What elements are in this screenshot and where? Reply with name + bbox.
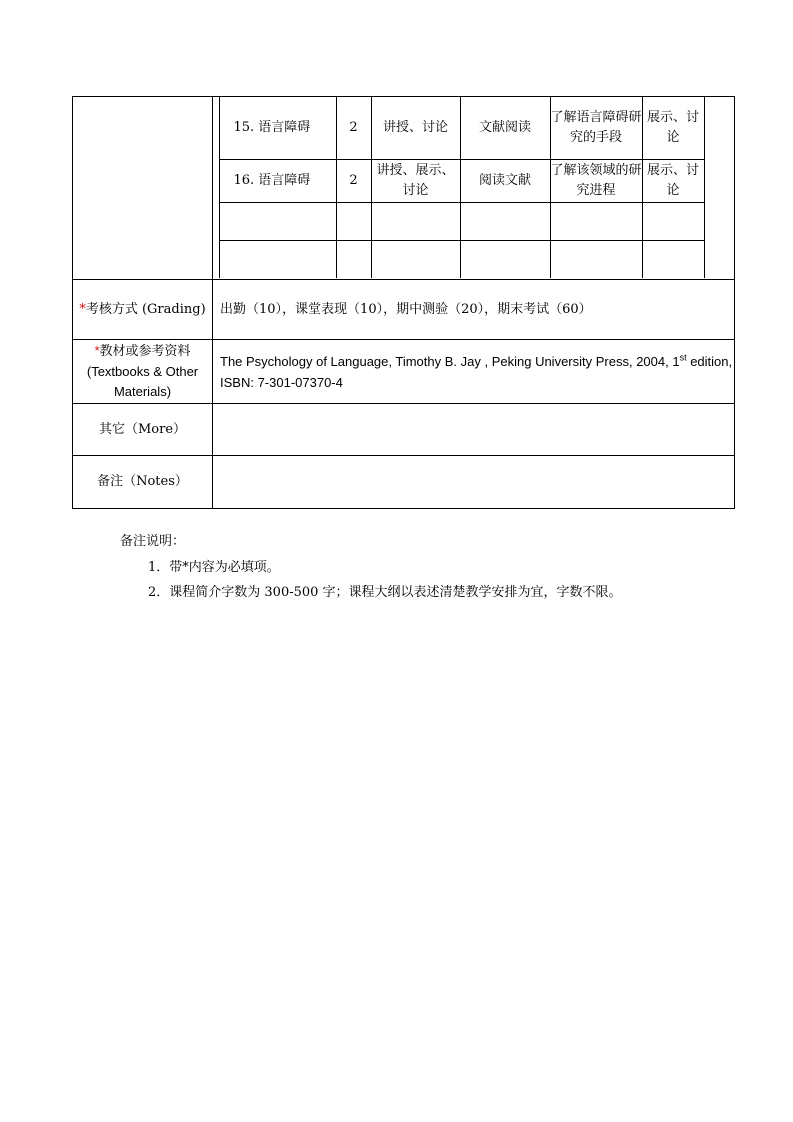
more-content <box>213 404 735 456</box>
topic-cell: 16. 语言障碍 <box>219 159 336 202</box>
textbook-edition: edition, <box>686 353 733 369</box>
method-cell <box>371 240 460 278</box>
textbooks-row <box>73 340 735 404</box>
activity-cell: 阅读文献 <box>460 159 550 202</box>
goal-cell <box>550 240 642 278</box>
topic-cell <box>219 202 336 240</box>
textbook-edition-sup: st <box>679 352 687 363</box>
notes-row <box>73 456 735 509</box>
assess-cell: 展示、讨论 <box>642 159 704 202</box>
more-label: 其它（More） <box>73 404 213 456</box>
textbooks-content <box>213 340 735 404</box>
footnotes-heading: 备注说明： <box>120 534 186 549</box>
textbook-citation: The Psychology of Language, Timothy B. Jay , Peking University Press, 2004, 1 <box>220 353 680 369</box>
schedule-table <box>213 97 734 278</box>
course-info-table <box>72 96 735 509</box>
required-star: * <box>94 343 100 358</box>
textbooks-label-en: (Textbooks & Other Materials) <box>86 364 199 399</box>
activity-cell <box>460 240 550 278</box>
grading-label <box>73 280 213 340</box>
table-row <box>213 202 734 240</box>
activity-cell <box>460 202 550 240</box>
table-row <box>213 159 734 202</box>
assess-cell <box>642 202 704 240</box>
activity-cell: 文献阅读 <box>460 97 550 159</box>
hours-cell: 2 <box>336 159 371 202</box>
topic-cell: 15. 语言障碍 <box>219 97 336 159</box>
textbooks-label <box>73 340 213 404</box>
footnote-item: 2．课程简介字数为 300-500 字；课程大纲以表述清楚教学安排为宜，字数不限。 <box>148 585 622 600</box>
grading-content: 出勤（10），课堂表现（10），期中测验（20），期末考试（60） <box>213 280 735 340</box>
goal-cell: 了解语言障碍研究的手段 <box>550 97 642 159</box>
assess-cell <box>642 240 704 278</box>
goal-cell: 了解该领域的研究进程 <box>550 159 642 202</box>
goal-cell <box>550 202 642 240</box>
assess-cell: 展示、讨论 <box>642 97 704 159</box>
topic-cell <box>219 240 336 278</box>
hours-cell <box>336 202 371 240</box>
schedule-section <box>73 97 735 280</box>
notes-content <box>213 456 735 509</box>
required-star: * <box>79 301 86 317</box>
textbooks-label-cn: 教材或参考资料 <box>99 344 191 359</box>
schedule-cell <box>213 97 735 280</box>
hours-cell <box>336 240 371 278</box>
table-row <box>213 97 734 159</box>
footnotes <box>120 529 622 606</box>
method-cell <box>371 202 460 240</box>
grading-label-text: 考核方式 (Grading) <box>85 301 206 317</box>
schedule-label-cell <box>73 97 213 280</box>
textbook-isbn: ISBN: 7-301-07370-4 <box>220 374 343 390</box>
grading-row <box>73 280 735 340</box>
method-cell: 讲授、讨论 <box>371 97 460 159</box>
table-row <box>213 240 734 278</box>
notes-label: 备注（Notes） <box>73 456 213 509</box>
footnote-item: 1．带*内容为必填项。 <box>148 559 280 575</box>
hours-cell: 2 <box>336 97 371 159</box>
method-cell: 讲授、展示、讨论 <box>371 159 460 202</box>
more-row <box>73 404 735 456</box>
